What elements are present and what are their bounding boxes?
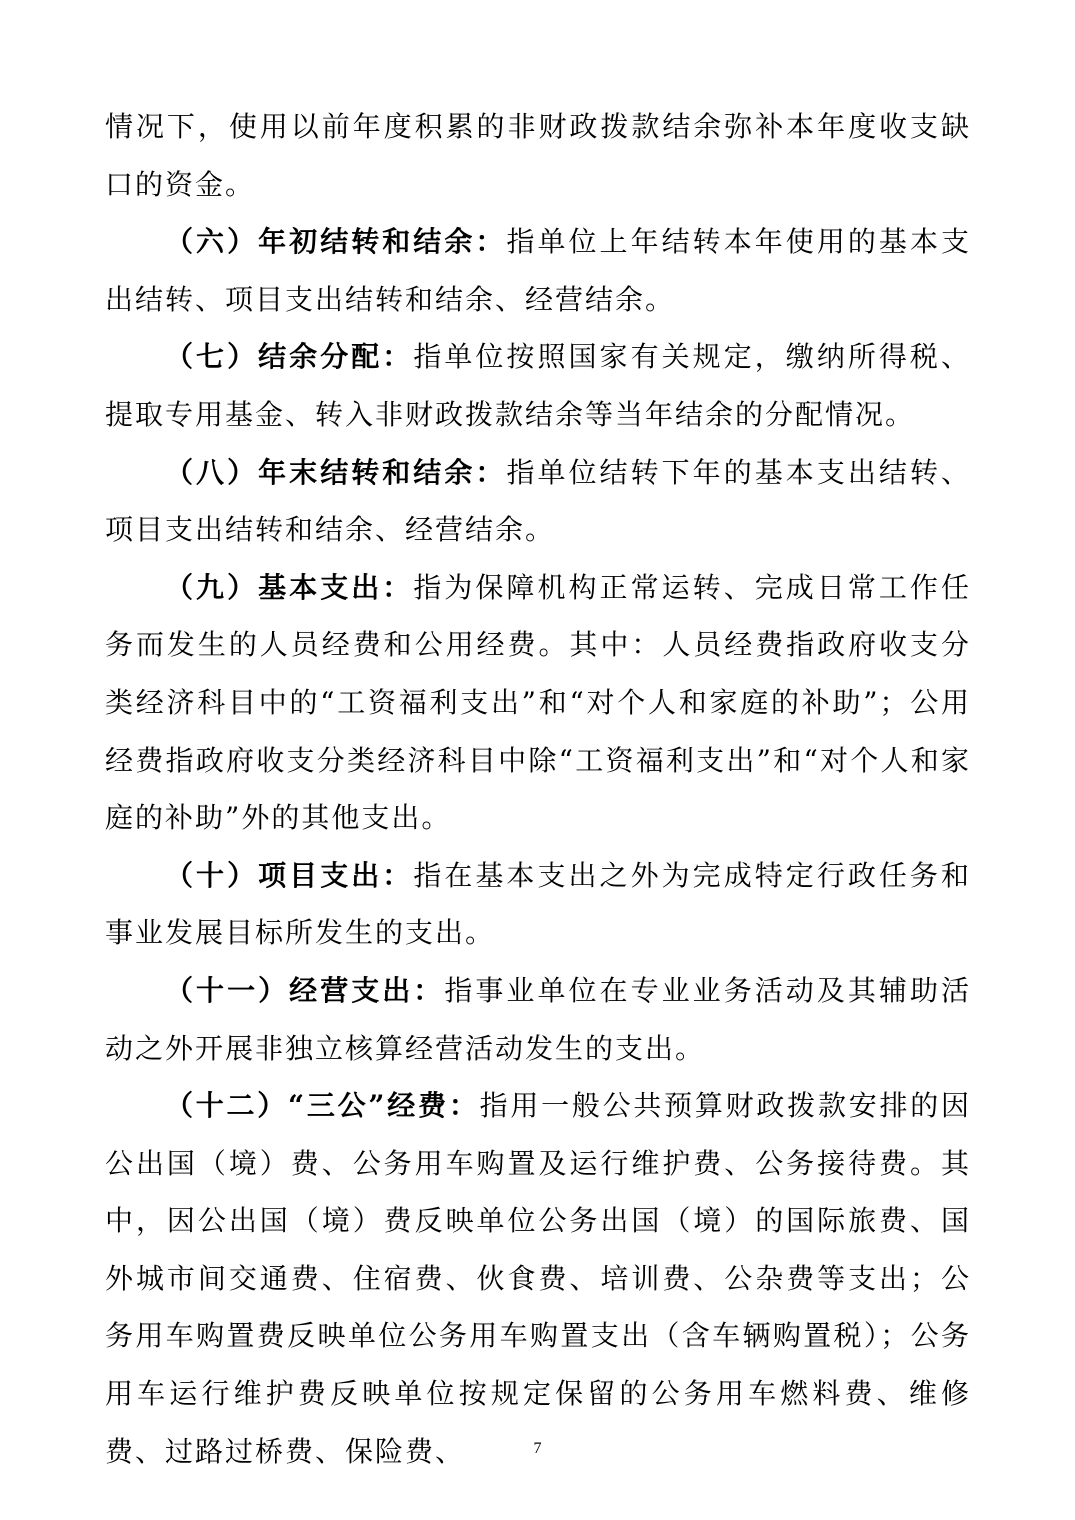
term-definition: 指用一般公共预算财政拨款安排的因公出国（境）费、公务用车购置及运行维护费、公务接待费。其中，因公出国（境）费反映单位公务出国（境）的国际旅费、国外城市间交通费、住宿费、伙食费、培训费、公杂费等支出；公务用车购置费反映单位公务用车购置支出（含车辆购置税）；公务用车运行维护费反映单位按规定保留的公务用车燃料费、维修费、过路过桥费、保险费、 (105, 1089, 971, 1468)
paragraph-operating-expenditure (105, 962, 971, 1077)
term-heading: （十一）经营支出： (165, 973, 445, 1007)
paragraph-year-end-balance (105, 444, 971, 559)
paragraph-continuation (105, 98, 971, 213)
paragraph-surplus-distribution (105, 328, 971, 443)
page-number: 7 (533, 1440, 542, 1457)
paragraph-text: 情况下，使用以前年度积累的非财政拨款结余弥补本年度收支缺口的资金。 (105, 110, 971, 201)
term-definition: 指单位按照国家有关规定，缴纳所得税、提取专用基金、转入非财政拨款结余等当年结余的分配情况。 (105, 340, 971, 431)
term-heading: （七）结余分配： (165, 340, 414, 374)
term-definition: 指在基本支出之外为完成特定行政任务和事业发展目标所发生的支出。 (105, 858, 971, 950)
paragraph-three-public-expenses (105, 1077, 971, 1480)
term-definition: 指单位结转下年的基本支出结转、项目支出结转和结余、经营结余。 (105, 455, 971, 547)
paragraph-project-expenditure (105, 847, 971, 962)
term-heading: （六）年初结转和结余： (165, 225, 507, 259)
term-definition: 指为保障机构正常运转、完成日常工作任务而发生的人员经费和公用经费。其中：人员经费指政府收支分类经济科目中的“工资福利支出”和“对个人和家庭的补助”；公用经费指政府收支分类经济科目中除“工资福利支出”和“对个人和家庭的补助”外的其他支出。 (105, 570, 971, 835)
term-definition: 指单位上年结转本年使用的基本支出结转、项目支出结转和结余、经营结余。 (105, 225, 971, 316)
term-heading: （十）项目支出： (165, 858, 414, 892)
term-heading: （八）年末结转和结余： (165, 455, 507, 489)
term-heading: （十二）“三公”经费： (165, 1089, 480, 1123)
paragraph-basic-expenditure (105, 559, 971, 847)
term-heading: （九）基本支出： (165, 570, 414, 604)
term-definition: 指事业单位在专业业务活动及其辅助活动之外开展非独立核算经营活动发生的支出。 (105, 973, 971, 1065)
paragraph-carryover-balance (105, 213, 971, 328)
body-text (105, 98, 971, 1480)
